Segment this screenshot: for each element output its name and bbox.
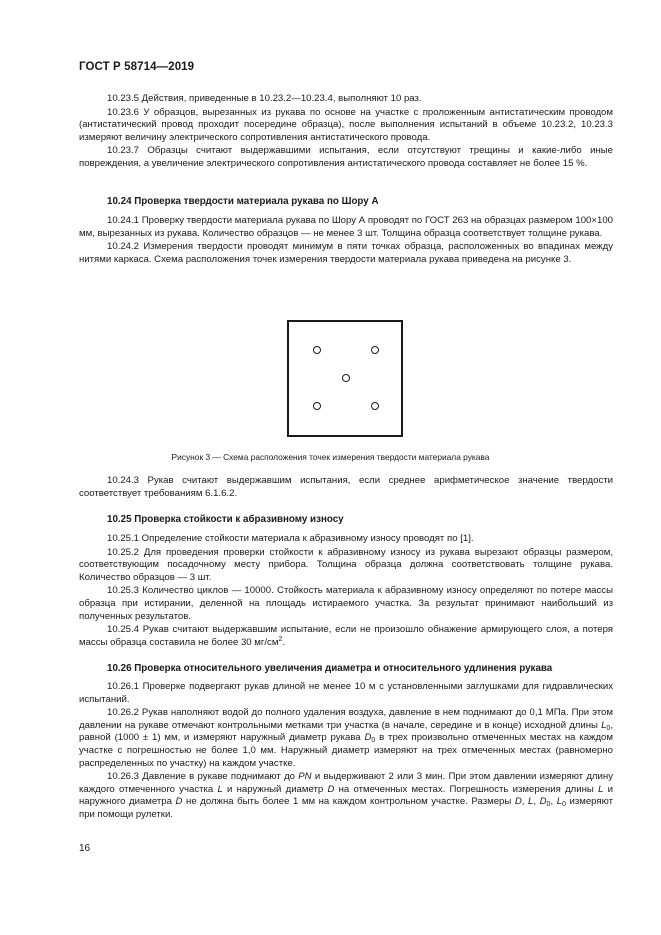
symbol-D: D [364,732,372,744]
section-10-23-text [79,93,613,172]
p3-part-b: и выдерживают 2 или 3 мин. При этом давлении измеряют длину каждого отмеченного участка [79,771,613,795]
paragraph-10-25-4-text: 10.25.4 Рукав считают выдержавшим испытание, если не произошло обнажение армирующего слоя, а потеря массы образца составила не более 30 мг/см [79,624,613,648]
separator: , [521,796,529,808]
symbol-L: L [598,783,604,795]
paragraph-10-25-4-end: . [282,636,286,648]
section-10-25-text [79,533,613,650]
paragraph-10-25-3: 10.25.3 Количество циклов — 10000. Стойкость материала к абразивному износу определяют по потере массы образца при истирании, деленной на площадь истираемого участка. За результат принимают наибольший из полученных результатов. [79,585,613,622]
p2-part-a: 10.26.2 Рукав наполняют водой до полного удаления воздуха, давление в нем поднимают до 0,1 МПа. При этом давлении на рукаве отмечают контрольными метками три участка (в начале, середине и в конце) исходной длины [79,707,613,731]
p3-part-a: 10.26.3 Давление в рукаве поднимают до [107,771,299,783]
symbol-PN: PN [298,771,312,783]
p3-part-e: и наружного диаметра [79,783,613,808]
measurement-point-bottom-right [371,402,379,410]
subscript-0: 0 [371,737,376,745]
separator: , [533,796,540,808]
figure-3-caption: Рисунок 3 — Схема расположения точек измерения твердости материала рукава [171,452,490,462]
paragraph-10-25-1: 10.25.1 Определение стойкости материала к абразивному износу проводят по [1]. [107,533,474,544]
unit-superscript: 2 [278,635,283,643]
subscript-0: 0 [546,801,551,809]
paragraph-10-26-3 [79,771,613,821]
p3-part-c: и наружный диаметр [222,783,328,795]
p2-part-c: в трех произвольно отмеченных местах на каждом участке с погрешностью не более 1,0 мм. Наружный диаметр измеряют на трех отмеченных местах (равномерно распределенных по участку) на каждом участке. [79,732,613,769]
section-10-26-text [79,681,613,823]
symbol-D: D [175,796,183,808]
document-code-header: ГОСТ Р 58714—2019 [79,61,195,73]
measurement-point-top-right [371,346,379,354]
subscript-0: 0 [606,724,611,732]
section-10-24-heading: 10.24 Проверка твердости материала рукава по Шору А [107,196,379,207]
paragraph-10-26-1: 10.26.1 Проверке подвергают рукав длиной не менее 10 м с установленными заглушками для гидравлических испытаний. [79,681,613,705]
section-10-24-3-text [79,475,613,501]
measurement-point-center [342,374,350,382]
paragraph-10-25-4 [79,624,613,649]
section-10-24-text [79,215,613,267]
subscript-0: 0 [562,801,566,809]
measurement-point-top-left [313,346,321,354]
section-10-26-heading: 10.26 Проверка относительного увеличения диаметра и относительного удлинения рукава [107,663,553,674]
paragraph-10-23-6: 10.23.6 У образцов, вырезанных из рукава по основе на участке с проложенным антистатическим проводом (антистатический провод проходит посередине образца), после выполнения испытаний в объеме 10.23.2, 10.23.3 измеряют величину электрического сопротивления антистатического провода. [79,106,613,143]
symbol-L: L [556,796,563,808]
symbol-L: L [528,796,534,808]
p3-part-h: измеряют при помощи рулетки. [79,796,613,820]
paragraph-10-23-7: 10.23.7 Образцы считают выдержавшими испытания, если отсутствуют трещины и какие-либо иные повреждения, а увеличение электрического сопротивления антистатического провода составляет не более 15 %. [79,145,613,169]
paragraph-10-24-1: 10.24.1 Проверку твердости материала рукава по Шору А проводят по ГОСТ 263 на образцах размером 100×100 мм, вырезанных из рукава. Количество образцов — не менее 3 шт. Толщина образца соответствует толщине рукава. [79,215,613,239]
p3-part-d: на отмеченных местах. Погрешность измерения длины [334,783,599,795]
page-number: 16 [79,843,91,854]
section-10-25-heading: 10.25 Проверка стойкости к абразивному износу [107,514,344,525]
hardness-points-diagram [287,320,403,437]
paragraph-10-24-2: 10.24.2 Измерения твердости проводят минимум в пяти точках образца, расположенных во впадинах между нитями каркаса. Схема расположения точек измерения твердости материала рукава приведена на рисунке 3. [79,241,613,265]
symbol-D: D [514,796,522,808]
paragraph-10-25-2: 10.25.2 Для проведения проверки стойкости к абразивному износу из рукава вырезают образцы размером, соответствующим посадочному месту прибора. Толщина образца должна соответствовать толщине рукава. Количество образцов — 3 шт. [79,546,613,583]
separator: , [550,796,557,808]
p3-part-f: не должна быть более 1 мм на каждом контрольном участке. Размеры [182,796,515,808]
symbol-L: L [217,783,223,795]
symbol-D: D [327,783,335,795]
p2-part-b: , равной (1000 ± 1) мм, и измеряют наружный диаметр рукава [79,719,613,744]
symbol-D: D [539,796,547,808]
paragraph-10-23-5: 10.23.5 Действия, приведенные в 10.23.2—10.23.4, выполняют 10 раз. [107,93,422,104]
measurement-point-bottom-left [313,402,321,410]
paragraph-10-26-2 [79,707,613,770]
paragraph-10-24-3: 10.24.3 Рукав считают выдержавшим испытания, если среднее арифметическое значение твердости соответствует требованиям 6.1.6.2. [79,475,613,499]
symbol-L: L [601,719,607,731]
